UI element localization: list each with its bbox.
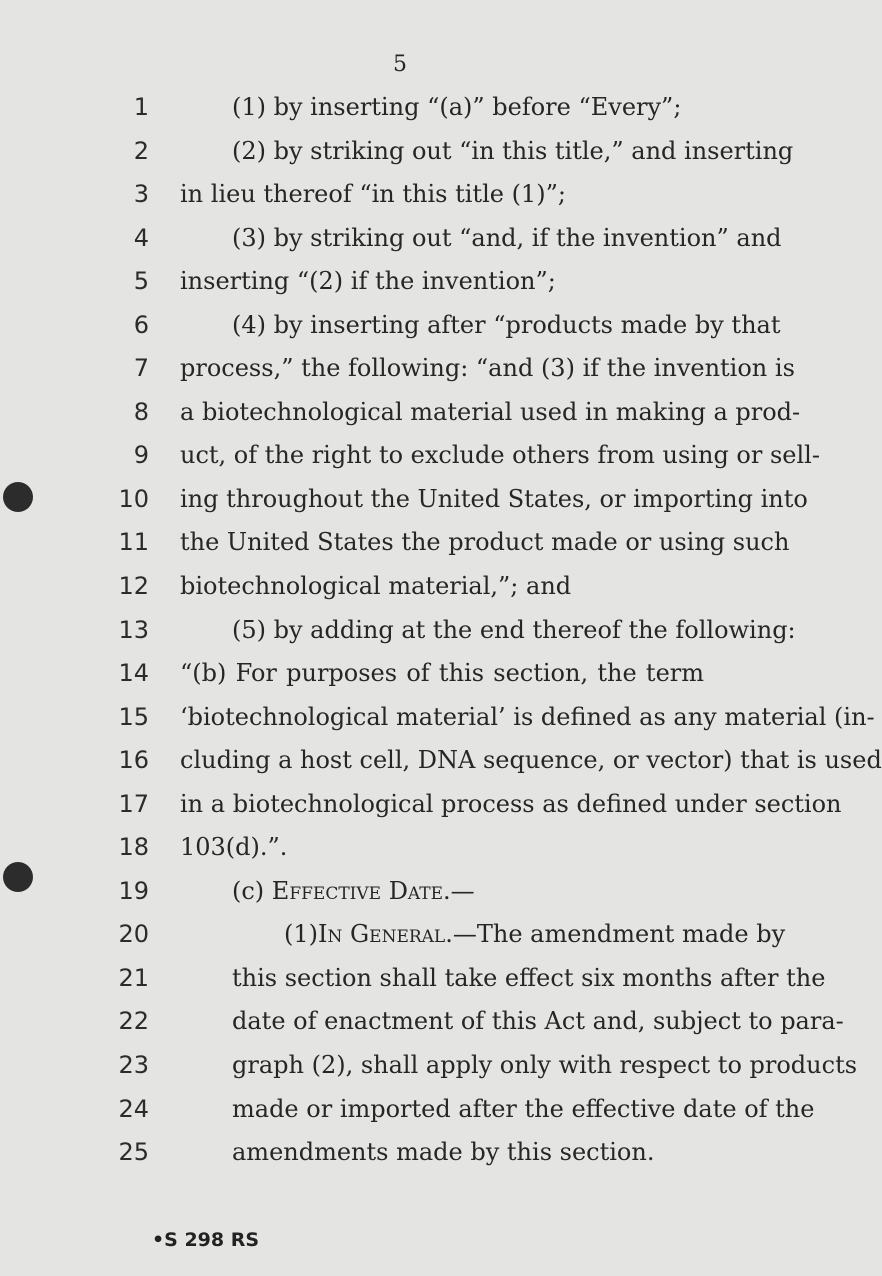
line-number: 1 (133, 93, 149, 121)
text-line: inserting “(2) if the invention”; (180, 267, 556, 295)
line-number: 12 (118, 572, 149, 600)
line-number: 22 (118, 1007, 149, 1035)
binder-hole (3, 482, 33, 512)
line-number: 8 (133, 398, 149, 426)
line-number: 13 (118, 616, 149, 644)
line-number: 9 (133, 441, 149, 469)
text-line: a biotechnological material used in making a prod- (180, 398, 801, 426)
line-number: 23 (118, 1051, 149, 1079)
text-line: uct, of the right to exclude others from using or sell- (180, 441, 820, 469)
text-line: in lieu thereof “in this title (1)”; (180, 180, 566, 208)
line-number: 2 (133, 137, 149, 165)
line-number: 24 (118, 1095, 149, 1123)
line-number: 19 (118, 877, 149, 905)
text-line: amendments made by this section. (232, 1138, 655, 1166)
text-line: (3) by striking out “and, if the invention” and (232, 224, 782, 252)
text-line: “(b) For purposes of this section, the term (180, 659, 704, 687)
line-number: 5 (133, 267, 149, 295)
line-number: 15 (118, 703, 149, 731)
line-number: 4 (133, 224, 149, 252)
binder-hole (3, 862, 33, 892)
text-line: process,” the following: “and (3) if the invention is (180, 354, 795, 382)
line-number: 20 (118, 920, 149, 948)
text-line: cluding a host cell, DNA sequence, or vector) that is used (180, 746, 882, 774)
text-line: this section shall take effect six months after the (232, 964, 826, 992)
page-number: 5 (393, 52, 407, 77)
text-line: 103(d).”. (180, 833, 288, 861)
subsection-label: (c) (232, 877, 272, 905)
text-line: graph (2), shall apply only with respect to products (232, 1051, 858, 1079)
line-number: 17 (118, 790, 149, 818)
text-line: (1) by inserting “(a)” before “Every”; (232, 93, 682, 121)
text-line: (4) by inserting after “products made by that (232, 311, 781, 339)
paragraph-lead-text: —The amendment made by (452, 920, 786, 948)
line-number: 3 (133, 180, 149, 208)
text-line: the United States the product made or using such (180, 528, 790, 556)
line-number: 11 (118, 528, 149, 556)
text-line: ing throughout the United States, or importing into (180, 485, 808, 513)
text-line: (5) by adding at the end thereof the following: (232, 616, 796, 644)
text-line: biotechnological material,”; and (180, 572, 572, 600)
text-line: ‘biotechnological material’ is defined as any material (in- (180, 703, 875, 731)
line-number: 6 (133, 311, 149, 339)
bill-code-footer: •S 298 RS (152, 1229, 260, 1251)
line-number: 14 (118, 659, 149, 687)
line-number: 10 (118, 485, 149, 513)
paragraph-heading-line (284, 920, 786, 948)
in-general-heading: In General. (318, 920, 453, 948)
paragraph-label: (1) (284, 920, 318, 948)
line-number: 25 (118, 1138, 149, 1166)
subsection-heading-line (232, 877, 475, 905)
line-number: 7 (133, 354, 149, 382)
line-number: 16 (118, 746, 149, 774)
text-line: (2) by striking out “in this title,” and inserting (232, 137, 794, 165)
text-line: date of enactment of this Act and, subject to para- (232, 1007, 844, 1035)
line-number: 21 (118, 964, 149, 992)
text-line: made or imported after the effective date of the (232, 1095, 815, 1123)
effective-date-heading: Effective Date.— (271, 877, 475, 905)
text-line: in a biotechnological process as defined under section (180, 790, 842, 818)
line-number: 18 (118, 833, 149, 861)
